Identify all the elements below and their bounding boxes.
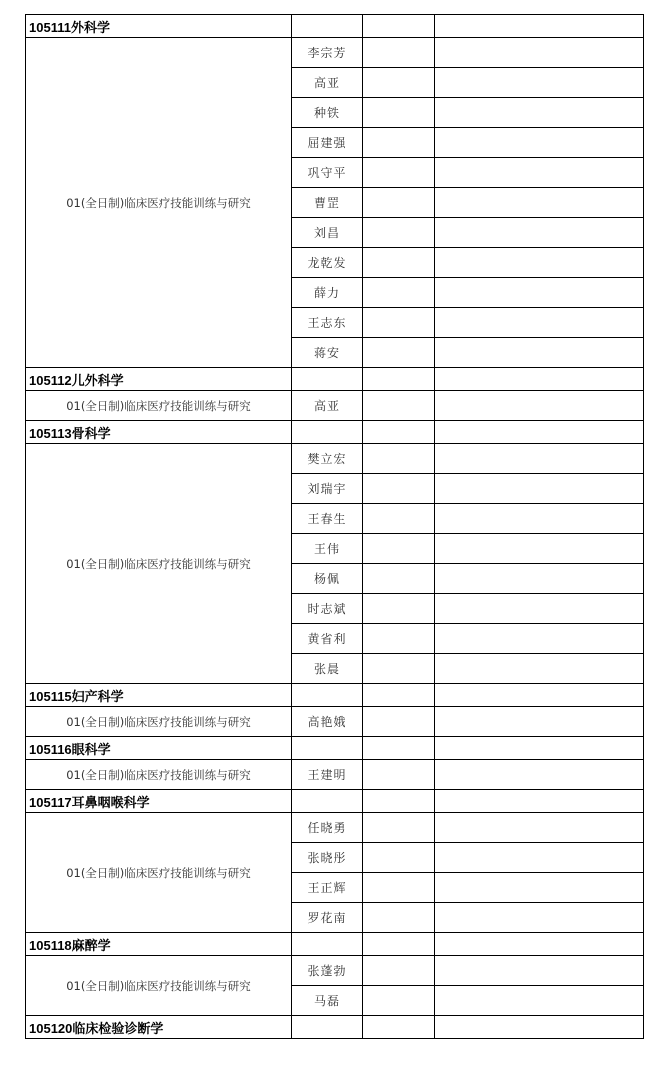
supervisor-name: 王建明 xyxy=(292,760,363,790)
supervisor-name: 张蓬勃 xyxy=(292,956,363,986)
blank-cell xyxy=(435,843,644,873)
supervisor-name: 黄省利 xyxy=(292,624,363,654)
table-row xyxy=(26,444,644,474)
section-title: 105118麻醉学 xyxy=(26,933,292,956)
section-header-row xyxy=(26,15,644,38)
blank-cell xyxy=(363,128,435,158)
blank-cell xyxy=(435,873,644,903)
blank-cell xyxy=(435,128,644,158)
blank-cell xyxy=(363,707,435,737)
supervisor-name: 刘昌 xyxy=(292,218,363,248)
supervisor-name: 任晓勇 xyxy=(292,813,363,843)
blank-cell xyxy=(292,15,363,38)
blank-cell xyxy=(435,903,644,933)
supervisor-name: 薛力 xyxy=(292,278,363,308)
table-row xyxy=(26,38,644,68)
blank-cell xyxy=(363,760,435,790)
blank-cell xyxy=(363,278,435,308)
blank-cell xyxy=(435,956,644,986)
blank-cell xyxy=(363,564,435,594)
blank-cell xyxy=(435,158,644,188)
supervisor-name: 张晨 xyxy=(292,654,363,684)
section-title: 105116眼科学 xyxy=(26,737,292,760)
blank-cell xyxy=(363,391,435,421)
table-row xyxy=(26,813,644,843)
blank-cell xyxy=(292,1016,363,1039)
section-title: 105111外科学 xyxy=(26,15,292,38)
blank-cell xyxy=(292,737,363,760)
supervisor-name: 王伟 xyxy=(292,534,363,564)
table-row xyxy=(26,956,644,986)
blank-cell xyxy=(435,218,644,248)
blank-cell xyxy=(363,308,435,338)
blank-cell xyxy=(363,843,435,873)
blank-cell xyxy=(435,1016,644,1039)
section-header-row xyxy=(26,684,644,707)
blank-cell xyxy=(363,534,435,564)
supervisor-name: 李宗芳 xyxy=(292,38,363,68)
section-header-row xyxy=(26,421,644,444)
blank-cell xyxy=(363,444,435,474)
blank-cell xyxy=(363,933,435,956)
blank-cell xyxy=(363,873,435,903)
blank-cell xyxy=(435,654,644,684)
section-title: 105120临床检验诊断学 xyxy=(26,1016,292,1039)
direction-cell: 01(全日制)临床医疗技能训练与研究 xyxy=(26,391,292,421)
blank-cell xyxy=(363,654,435,684)
blank-cell xyxy=(435,15,644,38)
supervisor-name: 蒋安 xyxy=(292,338,363,368)
blank-cell xyxy=(292,368,363,391)
blank-cell xyxy=(363,986,435,1016)
blank-cell xyxy=(435,391,644,421)
blank-cell xyxy=(292,933,363,956)
blank-cell xyxy=(435,986,644,1016)
blank-cell xyxy=(435,338,644,368)
blank-cell xyxy=(435,368,644,391)
supervisor-name: 王正辉 xyxy=(292,873,363,903)
blank-cell xyxy=(435,474,644,504)
blank-cell xyxy=(435,421,644,444)
blank-cell xyxy=(435,504,644,534)
section-title: 105113骨科学 xyxy=(26,421,292,444)
blank-cell xyxy=(435,278,644,308)
direction-cell: 01(全日制)临床医疗技能训练与研究 xyxy=(26,956,292,1016)
supervisor-name: 屈建强 xyxy=(292,128,363,158)
blank-cell xyxy=(363,813,435,843)
direction-cell: 01(全日制)临床医疗技能训练与研究 xyxy=(26,444,292,684)
supervisor-name: 巩守平 xyxy=(292,158,363,188)
blank-cell xyxy=(363,474,435,504)
blank-cell xyxy=(363,338,435,368)
section-title: 105115妇产科学 xyxy=(26,684,292,707)
blank-cell xyxy=(435,444,644,474)
blank-cell xyxy=(435,98,644,128)
blank-cell xyxy=(435,737,644,760)
blank-cell xyxy=(435,707,644,737)
blank-cell xyxy=(435,684,644,707)
supervisor-name: 樊立宏 xyxy=(292,444,363,474)
blank-cell xyxy=(435,933,644,956)
blank-cell xyxy=(292,421,363,444)
table-row xyxy=(26,707,644,737)
supervisor-name: 时志斌 xyxy=(292,594,363,624)
blank-cell xyxy=(435,564,644,594)
blank-cell xyxy=(363,218,435,248)
blank-cell xyxy=(363,15,435,38)
supervisor-name: 刘瑞宇 xyxy=(292,474,363,504)
supervisor-name: 罗花南 xyxy=(292,903,363,933)
blank-cell xyxy=(363,790,435,813)
blank-cell xyxy=(363,903,435,933)
blank-cell xyxy=(363,188,435,218)
table-row xyxy=(26,760,644,790)
blank-cell xyxy=(435,308,644,338)
supervisor-name: 种铁 xyxy=(292,98,363,128)
blank-cell xyxy=(363,594,435,624)
supervisor-name: 王春生 xyxy=(292,504,363,534)
supervisor-name: 高亚 xyxy=(292,391,363,421)
direction-cell: 01(全日制)临床医疗技能训练与研究 xyxy=(26,38,292,368)
blank-cell xyxy=(363,68,435,98)
blank-cell xyxy=(435,594,644,624)
blank-cell xyxy=(363,368,435,391)
blank-cell xyxy=(363,38,435,68)
blank-cell xyxy=(363,624,435,654)
direction-cell: 01(全日制)临床医疗技能训练与研究 xyxy=(26,760,292,790)
blank-cell xyxy=(435,188,644,218)
section-header-row xyxy=(26,790,644,813)
blank-cell xyxy=(363,158,435,188)
direction-cell: 01(全日制)临床医疗技能训练与研究 xyxy=(26,813,292,933)
supervisor-name: 龙乾发 xyxy=(292,248,363,278)
supervisor-name: 高亚 xyxy=(292,68,363,98)
blank-cell xyxy=(435,760,644,790)
supervisor-name: 曹罡 xyxy=(292,188,363,218)
supervisor-name: 马磊 xyxy=(292,986,363,1016)
table-row xyxy=(26,391,644,421)
section-title: 105112儿外科学 xyxy=(26,368,292,391)
blank-cell xyxy=(435,624,644,654)
blank-cell xyxy=(363,421,435,444)
supervisor-name: 张晓彤 xyxy=(292,843,363,873)
blank-cell xyxy=(363,737,435,760)
program-table xyxy=(25,14,644,1039)
direction-cell: 01(全日制)临床医疗技能训练与研究 xyxy=(26,707,292,737)
blank-cell xyxy=(363,248,435,278)
section-header-row xyxy=(26,933,644,956)
blank-cell xyxy=(435,790,644,813)
section-header-row xyxy=(26,737,644,760)
blank-cell xyxy=(363,956,435,986)
section-title: 105117耳鼻咽喉科学 xyxy=(26,790,292,813)
blank-cell xyxy=(292,684,363,707)
blank-cell xyxy=(435,38,644,68)
supervisor-name: 杨佩 xyxy=(292,564,363,594)
supervisor-name: 王志东 xyxy=(292,308,363,338)
blank-cell xyxy=(435,68,644,98)
blank-cell xyxy=(435,248,644,278)
blank-cell xyxy=(292,790,363,813)
section-header-row xyxy=(26,1016,644,1039)
blank-cell xyxy=(435,813,644,843)
blank-cell xyxy=(363,1016,435,1039)
supervisor-name: 高艳娥 xyxy=(292,707,363,737)
section-header-row xyxy=(26,368,644,391)
blank-cell xyxy=(363,98,435,128)
program-table-body xyxy=(26,15,644,1039)
blank-cell xyxy=(363,684,435,707)
blank-cell xyxy=(435,534,644,564)
blank-cell xyxy=(363,504,435,534)
